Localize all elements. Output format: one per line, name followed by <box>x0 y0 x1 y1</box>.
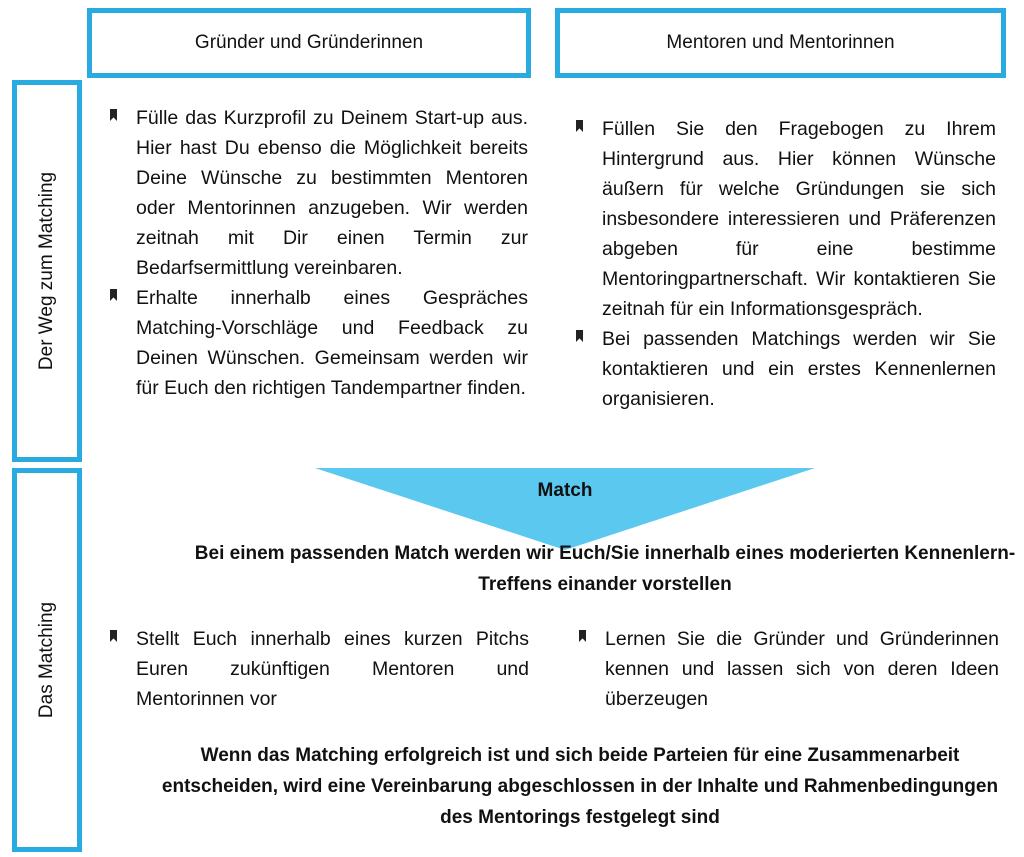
founders-header <box>87 8 531 78</box>
mentors-header <box>555 8 1006 78</box>
mentors-header-label: Mentoren und Mentorinnen <box>666 32 895 53</box>
mentors-steps-list <box>572 114 996 414</box>
bullet-marker-icon <box>576 120 583 132</box>
mentors-match-item <box>575 624 999 714</box>
founders-step-1 <box>106 103 528 283</box>
match-intro-text: Bei einem passenden Match werden wir Euch/Sie innerhalb eines moderierten Kennenlern-Treffens einander vorstellen <box>194 543 1016 595</box>
founders-match-item <box>106 624 529 714</box>
final-statement: Wenn das Matching erfolgreich ist und sich beide Parteien für eine Zusammenarbeit entscheiden, wird eine Vereinbarung abgeschlossen in der Inhalte und Rahmenbedingungen des Mentorings festgelegt sind <box>161 745 999 828</box>
bullet-marker-icon <box>110 630 117 642</box>
founders-match-text: Stellt Euch innerhalb eines kurzen Pitchs Euren zukünftigen Mentoren und Mentorinnen vor <box>136 628 529 710</box>
side-label-path-text: Der Weg zum Matching <box>36 171 58 371</box>
bullet-marker-icon <box>110 109 117 121</box>
bullet-marker-icon <box>110 289 117 301</box>
side-label-path <box>12 80 82 462</box>
side-label-matching-text: Das Matching <box>36 601 58 719</box>
founders-steps-list <box>106 103 528 403</box>
mentors-step-2 <box>572 324 996 414</box>
mentors-match-text: Lernen Sie die Gründer und Gründerinnen kennen und lassen sich von deren Ideen überzeugen <box>605 628 999 710</box>
bullet-marker-icon <box>576 330 583 342</box>
bullet-marker-icon <box>579 630 586 642</box>
mentors-step-1 <box>572 114 996 324</box>
mentors-step-1-text: Füllen Sie den Fragebogen zu Ihrem Hintergrund aus. Hier können Wünsche äußern für welche Gründungen sie sich insbesondere interessieren und Präferenzen abgeben für eine bestimme Mentoringpartnerschaft. Wir kontaktieren Sie zeitnah für ein Informationsgespräch. <box>602 118 996 320</box>
mentors-step-2-text: Bei passenden Matchings werden wir Sie kontaktieren und ein erstes Kennenlernen organisieren. <box>602 328 996 410</box>
side-label-matching <box>12 468 82 852</box>
founders-header-label: Gründer und Gründerinnen <box>194 32 424 53</box>
match-label: Match <box>537 480 593 501</box>
founders-step-2-text: Erhalte innerhalb eines Gespräches Matching-Vorschläge und Feedback zu Deinen Wünschen. Gemeinsam werden wir für Euch den richtigen Tandempartner finden. <box>136 287 528 399</box>
mentors-match-list <box>575 624 999 714</box>
founders-step-2 <box>106 283 528 403</box>
founders-match-list <box>106 624 529 714</box>
founders-step-1-text: Fülle das Kurzprofil zu Deinem Start-up aus. Hier hast Du ebenso die Möglichkeit bereits Deine Wünsche zu bestimmten Mentoren oder Mentorinnen anzugeben. Wir werden zeitnah mit Dir einen Termin zur Bedarfsermittlung vereinbaren. <box>136 107 528 279</box>
